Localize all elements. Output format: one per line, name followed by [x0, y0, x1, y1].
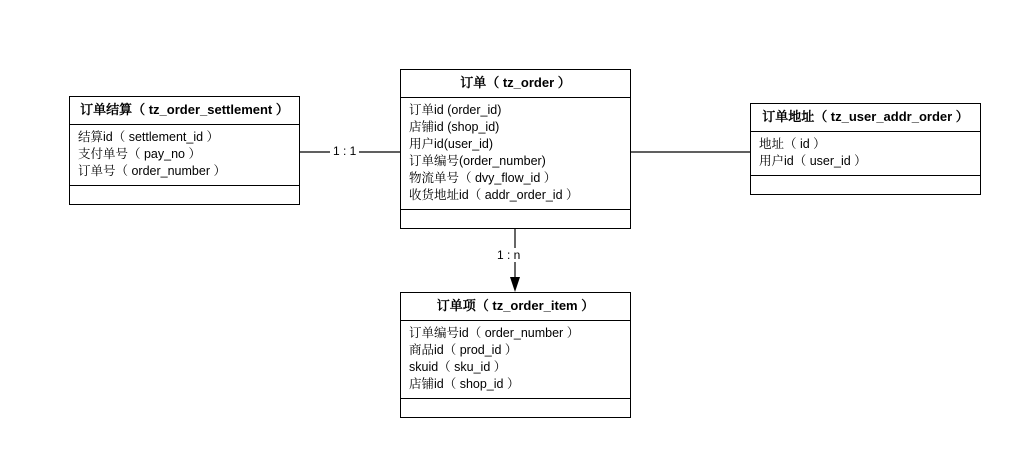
relation-label-settlement-order: 1 : 1	[330, 144, 359, 158]
relation-label-order-item: 1 : n	[494, 248, 523, 262]
entity-user-addr-order[interactable]	[750, 103, 981, 195]
entity-title: 订单结算（ tz_order_settlement ）	[70, 97, 299, 125]
entity-footer	[401, 399, 630, 417]
entity-field: 订单id (order_id)	[409, 103, 502, 117]
entity-field: 店铺id (shop_id)	[409, 120, 500, 134]
arrow-head-icon	[510, 277, 520, 292]
entity-title: 订单地址（ tz_user_addr_order ）	[751, 104, 980, 132]
entity-footer	[70, 186, 299, 204]
entity-fields	[70, 125, 299, 186]
entity-order[interactable]	[400, 69, 631, 229]
entity-fields	[401, 321, 630, 399]
entity-field: 用户id（ user_id ）	[759, 154, 867, 168]
entity-footer	[751, 176, 980, 194]
entity-field: 用户id(user_id)	[409, 137, 494, 151]
entity-fields	[401, 98, 630, 210]
entity-title: 订单（ tz_order ）	[401, 70, 630, 98]
entity-field: 收货地址id（ addr_order_id ）	[409, 188, 579, 202]
entity-footer	[401, 210, 630, 228]
entity-field: 订单编号id（ order_number ）	[409, 326, 580, 340]
entity-field: 地址（ id ）	[759, 137, 826, 151]
entity-title: 订单项（ tz_order_item ）	[401, 293, 630, 321]
entity-fields	[751, 132, 980, 176]
entity-order-item[interactable]	[400, 292, 631, 418]
entity-field: 支付单号（ pay_no ）	[78, 147, 201, 161]
entity-order-settlement[interactable]	[69, 96, 300, 205]
entity-field: 订单号（ order_number ）	[78, 164, 226, 178]
entity-field: 结算id（ settlement_id ）	[78, 130, 220, 144]
entity-field: skuid（ sku_id ）	[409, 360, 507, 374]
entity-field: 商品id（ prod_id ）	[409, 343, 518, 357]
entity-field: 店铺id（ shop_id ）	[409, 377, 520, 391]
entity-field: 订单编号(order_number)	[409, 154, 546, 168]
entity-field: 物流单号（ dvy_flow_id ）	[409, 171, 557, 185]
